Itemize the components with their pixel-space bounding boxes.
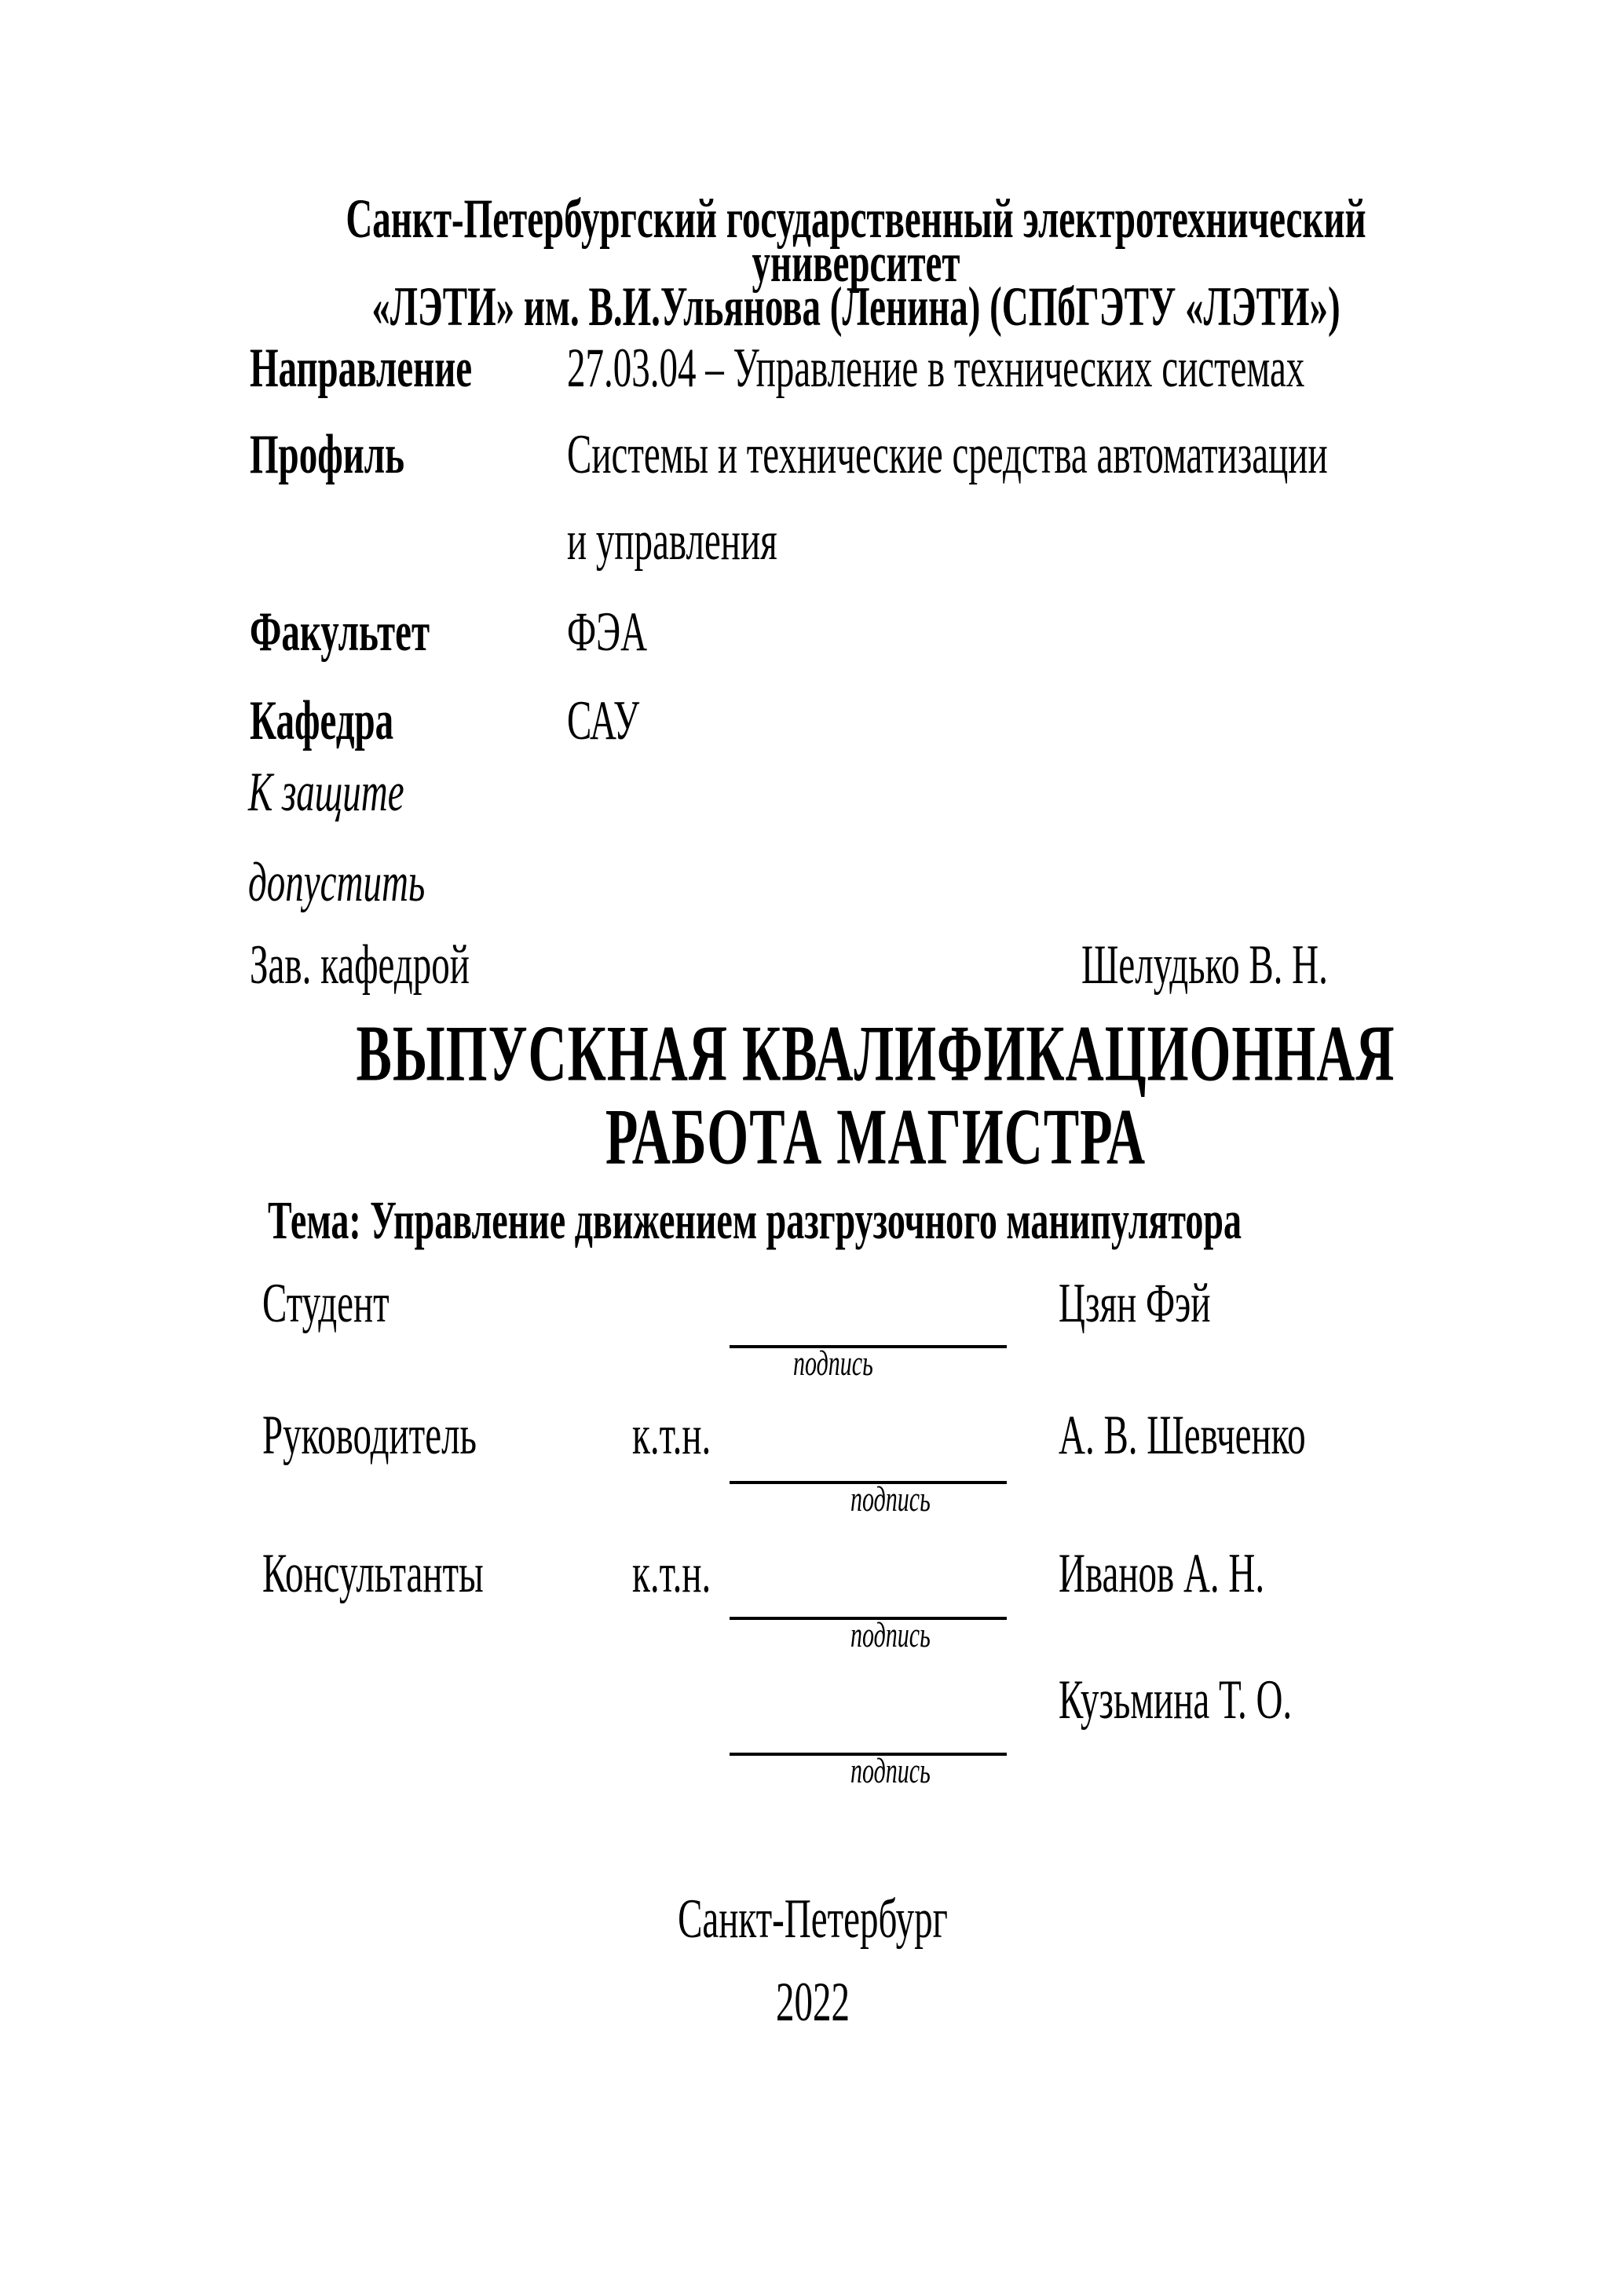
footer-city: Санкт-Петербург <box>678 1888 948 1951</box>
role-label-supervisor: Руководитель <box>262 1405 477 1467</box>
field-value-profile-line1: Системы и технические средства автоматизации <box>567 424 1328 486</box>
role-label-student: Студент <box>262 1273 390 1335</box>
role-label-consultants: Консультанты <box>262 1543 484 1605</box>
field-label-direction: Направление <box>250 338 473 400</box>
university-name-line1: Санкт-Петербургский государственный электротехнический <box>346 188 1366 250</box>
signature-caption-consultant1: подпись <box>850 1616 931 1655</box>
signature-caption-consultant2: подпись <box>850 1752 931 1791</box>
field-label-department: Кафедра <box>250 690 394 752</box>
defense-permission-line2: допустить <box>248 852 426 914</box>
head-of-department-name: Шелудько В. Н. <box>1081 934 1328 996</box>
consultant1-degree: к.т.н. <box>632 1543 711 1605</box>
footer-year: 2022 <box>776 1972 850 2034</box>
field-value-profile-line2: и управления <box>567 510 777 572</box>
student-name: Цзян Фэй <box>1059 1273 1211 1335</box>
consultant2-name: Кузьмина Т. О. <box>1059 1669 1293 1731</box>
field-value-direction: 27.03.04 – Управление в технических системах <box>567 338 1305 400</box>
field-value-faculty: ФЭА <box>567 601 648 664</box>
supervisor-degree: к.т.н. <box>632 1405 711 1467</box>
consultant1-name: Иванов А. Н. <box>1059 1543 1265 1605</box>
thesis-topic: Тема: Управление движением разгрузочного манипулятора <box>268 1190 1242 1250</box>
signature-caption-student: подпись <box>793 1344 873 1384</box>
university-name-line2: университет <box>752 232 960 294</box>
supervisor-name: А. В. Шевченко <box>1059 1405 1306 1467</box>
field-label-faculty: Факультет <box>250 601 430 664</box>
thesis-title-line1: ВЫПУСКНАЯ КВАЛИФИКАЦИОННАЯ <box>356 1008 1395 1098</box>
field-label-profile: Профиль <box>250 424 405 486</box>
thesis-title-line2: РАБОТА МАГИСТРА <box>605 1091 1147 1181</box>
field-value-department: САУ <box>567 690 640 752</box>
defense-permission-line1: К защите <box>248 762 404 824</box>
university-name-line3: «ЛЭТИ» им. В.И.Ульянова (Ленина) (СПбГЭТУ «ЛЭТИ») <box>371 276 1341 338</box>
signature-caption-supervisor: подпись <box>850 1480 931 1519</box>
head-of-department-label: Зав. кафедрой <box>250 934 470 996</box>
